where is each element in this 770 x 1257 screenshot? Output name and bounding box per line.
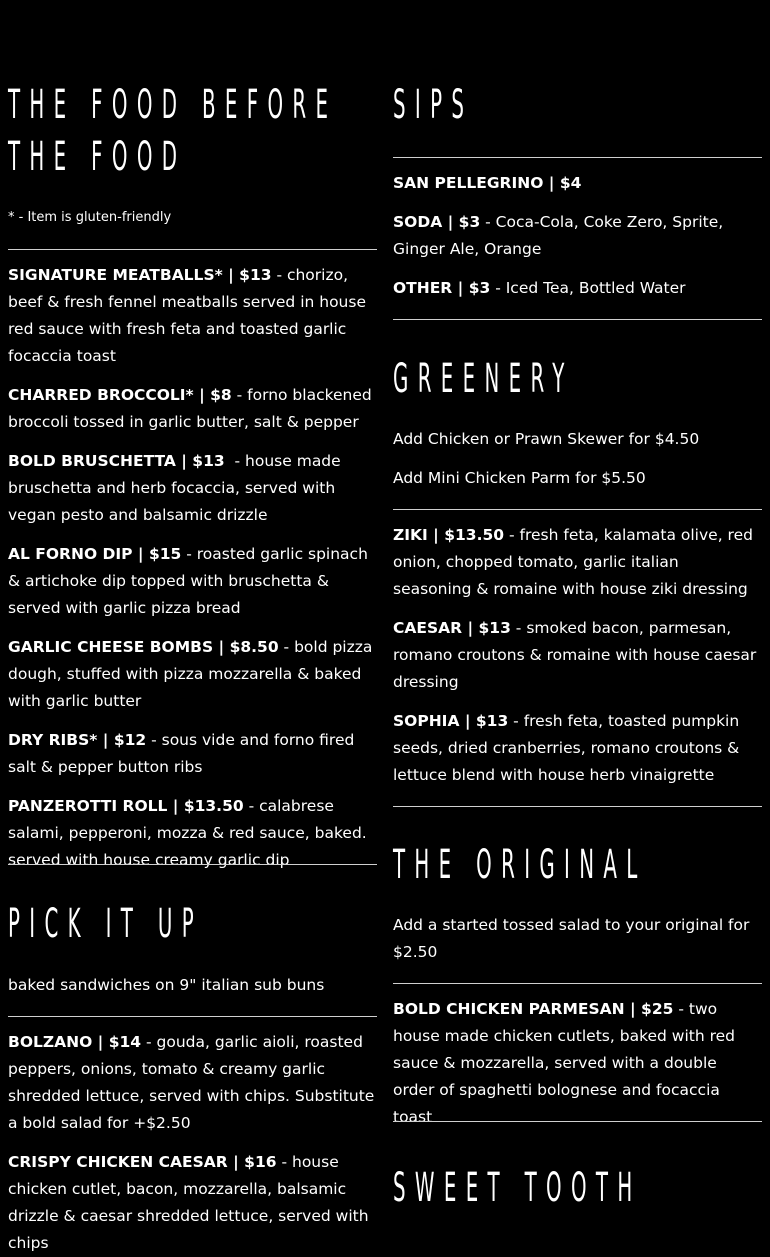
menu-item-al-forno-dip [8, 541, 377, 622]
pick-item-list [8, 1029, 377, 1257]
greenery-addon: Add Chicken or Prawn Skewer for $4.50 [393, 430, 700, 448]
menu-item-description: - smoked bacon, parmesan, romano croutons & romaine with house caesar dressing [393, 619, 757, 691]
menu-item-description: - two house made chicken cutlets, baked with red sauce & mozzarella, served with a double order of spaghetti bolognese and focaccia toast [393, 1000, 736, 1126]
section-heading-the-original: THE ORIGINAL [393, 842, 647, 888]
menu-item-title: CRISPY CHICKEN CAESAR | $16 [8, 1153, 277, 1171]
menu-item-bold-chicken-parmesan [393, 996, 762, 1131]
section-heading-food-before-food: THE FOOD BEFORE THE FOOD [8, 82, 338, 180]
menu-item-description: - chorizo, beef & fresh fennel meatballs served in house red sauce with fresh feta and toasted garlic focaccia toast [8, 266, 366, 365]
section-heading-sweet-tooth: SWEET TOOTH [393, 1165, 642, 1211]
menu-item-description: - house chicken cutlet, bacon, mozzarella, balsamic drizzle & caesar shredded lettuce, served with chips [8, 1153, 369, 1252]
menu-item-garlic-cheese-bombs [8, 634, 377, 715]
menu-item-title: AL FORNO DIP | $15 [8, 545, 182, 563]
menu-item-sophia [393, 708, 762, 789]
menu-item-title: SODA | $3 [393, 213, 481, 231]
divider [393, 983, 762, 984]
menu-item-title: SAN PELLEGRINO | $4 [393, 174, 582, 192]
divider [393, 157, 762, 158]
menu-item-description: - roasted garlic spinach & artichoke dip topped with bruschetta & served with garlic pizza bread [8, 545, 368, 617]
menu-item-title: SIGNATURE MEATBALLS* | $13 [8, 266, 272, 284]
food-item-list [8, 262, 377, 874]
gluten-note: * - Item is gluten-friendly [8, 210, 172, 225]
greenery-item-list [393, 522, 762, 789]
menu-item-description: - fresh feta, kalamata olive, red onion, chopped tomato, garlic italian seasoning & romaine with house ziki dressing [393, 526, 753, 598]
menu-item-soda [393, 209, 762, 263]
menu-item-title: BOLD BRUSCHETTA | $13 [8, 452, 225, 470]
menu-item-signature-meatballs [8, 262, 377, 370]
menu-item-other-drinks [393, 275, 762, 302]
divider [393, 806, 762, 807]
menu-item-bold-bruschetta [8, 448, 377, 529]
menu-item-description: - house made bruschetta and herb focaccia, served with vegan pesto and balsamic drizzle [8, 452, 346, 524]
original-note: Add a started tossed salad to your original for $2.50 [393, 916, 750, 961]
divider [8, 864, 377, 865]
menu-item-description: - fresh feta, toasted pumpkin seeds, dried cranberries, romano croutons & lettuce blend with house herb vinaigrette [393, 712, 740, 784]
menu-item-ziki [393, 522, 762, 603]
menu-item-caesar [393, 615, 762, 696]
divider [393, 319, 762, 320]
menu-item-title: CHARRED BROCCOLI* | $8 [8, 386, 232, 404]
divider [393, 1121, 762, 1122]
menu-item-title: DRY RIBS* | $12 [8, 731, 147, 749]
menu-item-title: BOLZANO | $14 [8, 1033, 142, 1051]
menu-item-title: PANZEROTTI ROLL | $13.50 [8, 797, 244, 815]
menu-item-panzerotti-roll [8, 793, 377, 874]
menu-item-description: - bold pizza dough, stuffed with pizza mozzarella & baked with garlic butter [8, 638, 373, 710]
menu-item-description: - forno blackened broccoli tossed in garlic butter, salt & pepper [8, 386, 372, 431]
menu-item-title: OTHER | $3 [393, 279, 491, 297]
menu-item-description: - Iced Tea, Bottled Water [490, 279, 686, 297]
menu-item-dry-ribs [8, 727, 377, 781]
menu-item-description: - Coca-Cola, Coke Zero, Sprite, Ginger Ale, Orange [393, 213, 724, 258]
original-item-list [393, 996, 762, 1131]
menu-item-title: SOPHIA | $13 [393, 712, 509, 730]
divider [393, 509, 762, 510]
section-heading-pick-it-up: PICK IT UP [8, 901, 203, 947]
menu-item-title: BOLD CHICKEN PARMESAN | $25 [393, 1000, 674, 1018]
greenery-addon: Add Mini Chicken Parm for $5.50 [393, 469, 646, 487]
menu-item-crispy-chicken-caesar [8, 1149, 377, 1257]
menu-item-description: - calabrese salami, pepperoni, mozza & red sauce, baked. served with house creamy garlic dip [8, 797, 367, 869]
sips-item-list [393, 170, 762, 302]
divider [8, 1016, 377, 1017]
pick-it-up-note: baked sandwiches on 9" italian sub buns [8, 976, 325, 994]
menu-item-description: - sous vide and forno fired salt & pepper button ribs [8, 731, 355, 776]
menu-item-title: GARLIC CHEESE BOMBS | $8.50 [8, 638, 279, 656]
menu-item-charred-broccoli [8, 382, 377, 436]
section-heading-sips: SIPS [393, 82, 474, 128]
menu-item-description: - gouda, garlic aioli, roasted peppers, onions, tomato & creamy garlic shredded lettuce, served with chips. Substitute a bold salad for +$2.50 [8, 1033, 375, 1132]
greenery-addon-list [393, 426, 762, 492]
section-heading-greenery: GREENERY [393, 356, 574, 402]
menu-item-san-pellegrino [393, 170, 762, 197]
menu-item-title: ZIKI | $13.50 [393, 526, 505, 544]
divider [8, 249, 377, 250]
menu-item-bolzano [8, 1029, 377, 1137]
menu-item-title: CAESAR | $13 [393, 619, 511, 637]
